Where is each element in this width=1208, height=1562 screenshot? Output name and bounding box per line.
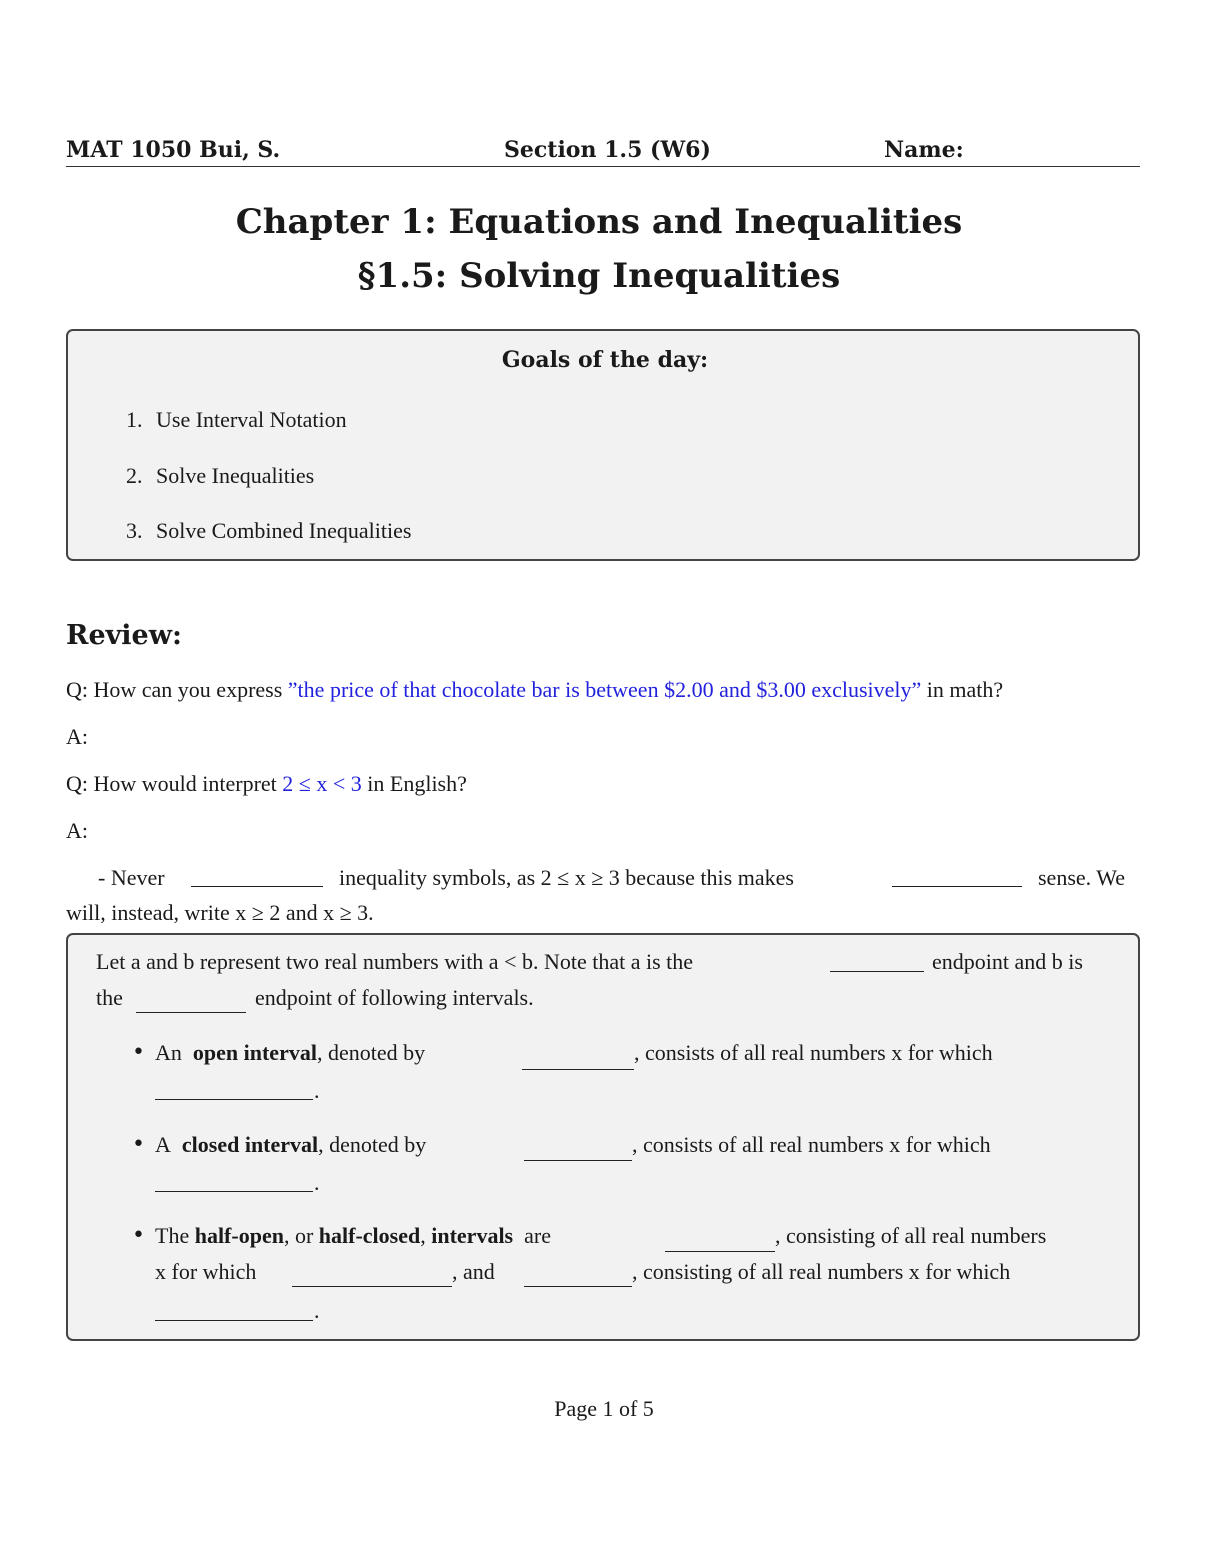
intro-text-4: endpoint of following intervals. xyxy=(255,985,534,1010)
half-text-1: The xyxy=(155,1223,190,1248)
question-1-prefix: Q: How can you express xyxy=(66,677,288,702)
never-text-3: sense. We xyxy=(1038,865,1126,890)
fill-blank[interactable] xyxy=(155,1085,313,1100)
goal-number: 3. xyxy=(126,518,143,543)
half-text-2: , or xyxy=(283,1223,314,1248)
question-2-suffix: in English? xyxy=(361,771,467,796)
answer-1: A: xyxy=(66,724,88,749)
half-text-3: , xyxy=(420,1223,426,1248)
header-rule xyxy=(66,166,1140,167)
closed-period: . xyxy=(314,1170,320,1195)
question-1 xyxy=(66,677,1003,703)
half-text-6: x for which xyxy=(155,1259,257,1284)
half-term-3: intervals xyxy=(431,1223,514,1248)
half-text-7: , and xyxy=(452,1259,495,1284)
open-interval-text xyxy=(155,1040,425,1066)
page-number: Page 1 of 5 xyxy=(554,1396,654,1421)
closed-text-2: , denoted by xyxy=(318,1132,427,1157)
question-1-suffix: in math? xyxy=(921,677,1004,702)
open-period: . xyxy=(314,1078,320,1103)
fill-blank[interactable] xyxy=(524,1272,632,1287)
closed-interval-text xyxy=(155,1132,426,1158)
fill-blank[interactable] xyxy=(522,1055,634,1070)
goals-heading: Goals of the day: xyxy=(501,347,709,373)
fill-blank[interactable] xyxy=(892,872,1022,887)
closed-term: closed interval xyxy=(181,1132,319,1157)
section-label: Section 1.5 (W6) xyxy=(504,137,711,163)
bullet-icon: • xyxy=(132,1223,145,1248)
course-label: MAT 1050 Bui, S. xyxy=(66,137,281,163)
name-label: Name: xyxy=(884,137,964,163)
question-1-quote: ”the price of that chocolate bar is between $2.00 and $3.00 exclusively” xyxy=(287,677,922,702)
fill-blank[interactable] xyxy=(136,998,246,1013)
half-interval-text xyxy=(155,1223,551,1249)
fill-blank[interactable] xyxy=(191,872,323,887)
fill-blank[interactable] xyxy=(830,957,924,972)
goal-text: Use Interval Notation xyxy=(156,407,347,432)
goal-item xyxy=(126,407,347,433)
half-text-8: , consisting of all real numbers x for which xyxy=(632,1259,1011,1284)
fill-blank[interactable] xyxy=(155,1306,313,1321)
bullet-icon: • xyxy=(132,1132,145,1157)
question-2-expression: 2 ≤ x < 3 xyxy=(282,771,362,796)
goal-number: 2. xyxy=(126,463,143,488)
open-text-3: , consists of all real numbers x for which xyxy=(634,1040,993,1065)
answer-2: A: xyxy=(66,818,88,843)
section-title: §1.5: Solving Inequalities xyxy=(357,256,841,296)
fill-blank[interactable] xyxy=(155,1177,313,1192)
goal-item xyxy=(126,463,314,489)
half-term-1: half-open xyxy=(194,1223,284,1248)
intro-text-2: endpoint and b is xyxy=(932,949,1083,974)
fill-blank[interactable] xyxy=(292,1272,452,1287)
never-text-1: - Never xyxy=(98,865,165,890)
goal-item xyxy=(126,518,411,544)
review-heading: Review: xyxy=(66,620,182,651)
goals-box xyxy=(66,329,1140,561)
never-text-4: will, instead, write x ≥ 2 and x ≥ 3. xyxy=(66,900,374,925)
open-term: open interval xyxy=(192,1040,317,1065)
closed-text-1: A xyxy=(155,1132,171,1157)
half-text-4: are xyxy=(524,1223,551,1248)
fill-blank[interactable] xyxy=(665,1237,775,1252)
closed-text-3: , consists of all real numbers x for which xyxy=(632,1132,991,1157)
half-text-5: , consisting of all real numbers xyxy=(775,1223,1047,1248)
chapter-title: Chapter 1: Equations and Inequalities xyxy=(235,202,963,242)
goal-text: Solve Inequalities xyxy=(156,463,315,488)
half-term-2: half-closed xyxy=(318,1223,421,1248)
open-text-1: An xyxy=(155,1040,182,1065)
goal-text: Solve Combined Inequalities xyxy=(156,518,412,543)
fill-blank[interactable] xyxy=(524,1146,632,1161)
intro-text-3: the xyxy=(96,985,123,1010)
bullet-icon: • xyxy=(132,1040,145,1065)
open-text-2: , denoted by xyxy=(316,1040,426,1065)
half-period: . xyxy=(314,1298,320,1323)
intro-text-1: Let a and b represent two real numbers with a < b. Note that a is the xyxy=(96,949,694,974)
question-2 xyxy=(66,771,467,797)
question-2-prefix: Q: How would interpret xyxy=(66,771,283,796)
never-text-2: inequality symbols, as 2 ≤ x ≥ 3 because this makes xyxy=(339,865,794,890)
goal-number: 1. xyxy=(126,407,143,432)
